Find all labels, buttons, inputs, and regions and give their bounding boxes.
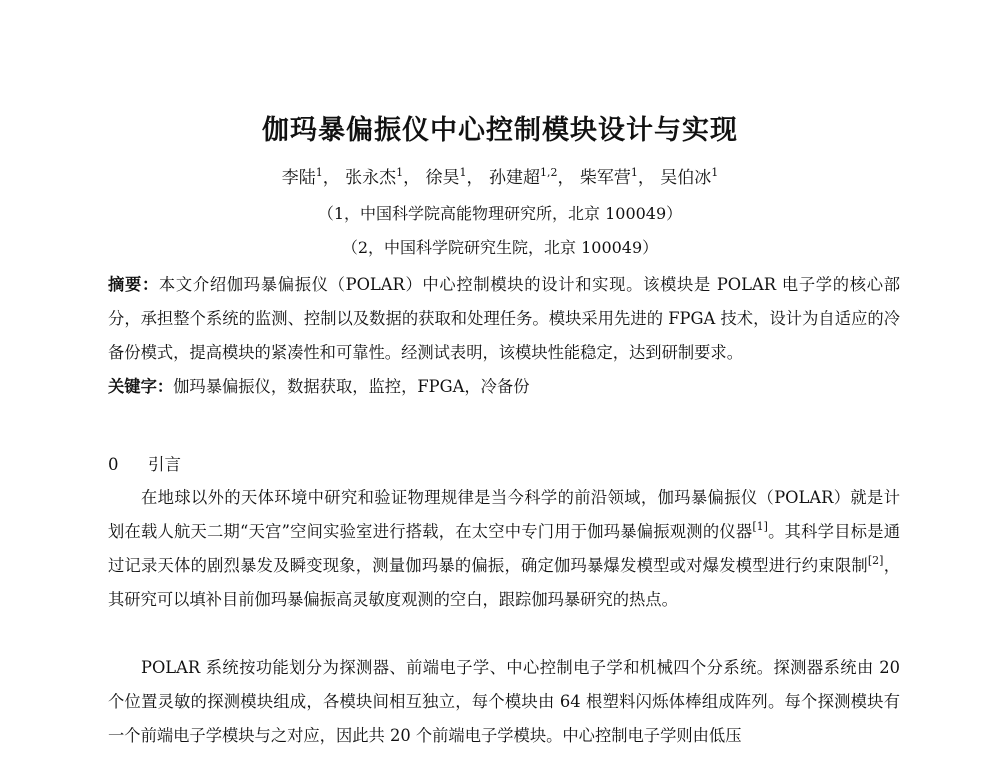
- abstract: [108, 268, 900, 370]
- author-affiliation-mark: 1: [711, 166, 719, 179]
- author-name: 孙建超: [488, 168, 540, 188]
- author-name: 李陆: [281, 168, 316, 188]
- affiliation-2: （2，中国科学院研究生院，北京 100049）: [341, 238, 659, 257]
- keywords-label: 关键字：: [108, 377, 174, 396]
- citation-ref[interactable]: [2]: [867, 554, 884, 567]
- paragraph-text: 。其科学目标是通过记录天体的剧烈暴发及瞬变现象，测量伽玛暴的偏振，确定伽玛暴爆发模型或对爆发模型进行约束限制: [108, 522, 900, 575]
- intro-paragraph-1: [108, 481, 900, 617]
- abstract-text: 本文介绍伽玛暴偏振仪（POLAR）中心控制模块的设计和实现。该模块是 POLAR 电子学的核心部分，承担整个系统的监测、控制以及数据的获取和处理任务。模块采用先进的 FPGA 技术，设计为自适应的冷备份模式，提高模块的紧凑性和可靠性。经测试表明，该模块性能稳定，达到研制要求。: [108, 275, 900, 362]
- author-name: 柴军营: [579, 168, 631, 188]
- author-name: 徐昊: [425, 168, 460, 188]
- section-title: 引言: [148, 455, 181, 474]
- author-affiliation-mark: 1: [459, 166, 467, 179]
- paragraph-text: 在地球以外的天体环境中研究和验证物理规律是当今科学的前沿领域，伽玛暴偏振仪（POLAR）就是计划在载人航天二期“天宫”空间实验室进行搭载，在太空中专门用于伽玛暴偏振观测的仪器: [108, 488, 900, 541]
- citation-ref[interactable]: [1]: [752, 520, 768, 533]
- keywords: [108, 370, 900, 404]
- section-heading: [108, 451, 181, 475]
- affiliation-1: （1，中国科学院高能物理研究所，北京 100049）: [317, 204, 683, 223]
- author-name: 张永杰: [345, 168, 397, 188]
- author-list: 李陆$^1$， 张永杰$^1$， 徐昊$^1$， 孙建超$^{1,2}$， 柴军营$^1$， 吴伯冰$^1$: [281, 166, 719, 188]
- paragraph-text: ，其研究可以填补目前伽玛暴偏振高灵敏度观测的空白，跟踪伽玛暴研究的热点。: [108, 556, 900, 609]
- author-affiliation-mark: 1,2: [539, 166, 558, 179]
- keywords-text: 伽玛暴偏振仪，数据获取，监控，FPGA，冷备份: [173, 377, 530, 396]
- abstract-label: 摘要：: [108, 275, 159, 294]
- author-affiliation-mark: 1: [630, 166, 638, 179]
- author-affiliation-mark: 1: [396, 166, 404, 179]
- section-number: 0: [108, 455, 119, 474]
- intro-paragraph-2: POLAR 系统按功能划分为探测器、前端电子学、中心控制电子学和机械四个分系统。探测器系统由 20 个位置灵敏的探测模块组成，各模块间相互独立，每个模块由 64 根塑料闪烁体棒组成阵列。每个探测模块有一个前端电子学模块与之对应，因此共 20 个前端电子学模块。中心控制电子学则由低压: [108, 658, 900, 745]
- author-name: 吴伯冰: [660, 168, 712, 188]
- paper-title: 伽玛暴偏振仪中心控制模块设计与实现: [262, 115, 738, 146]
- author-affiliation-mark: 1: [315, 166, 323, 179]
